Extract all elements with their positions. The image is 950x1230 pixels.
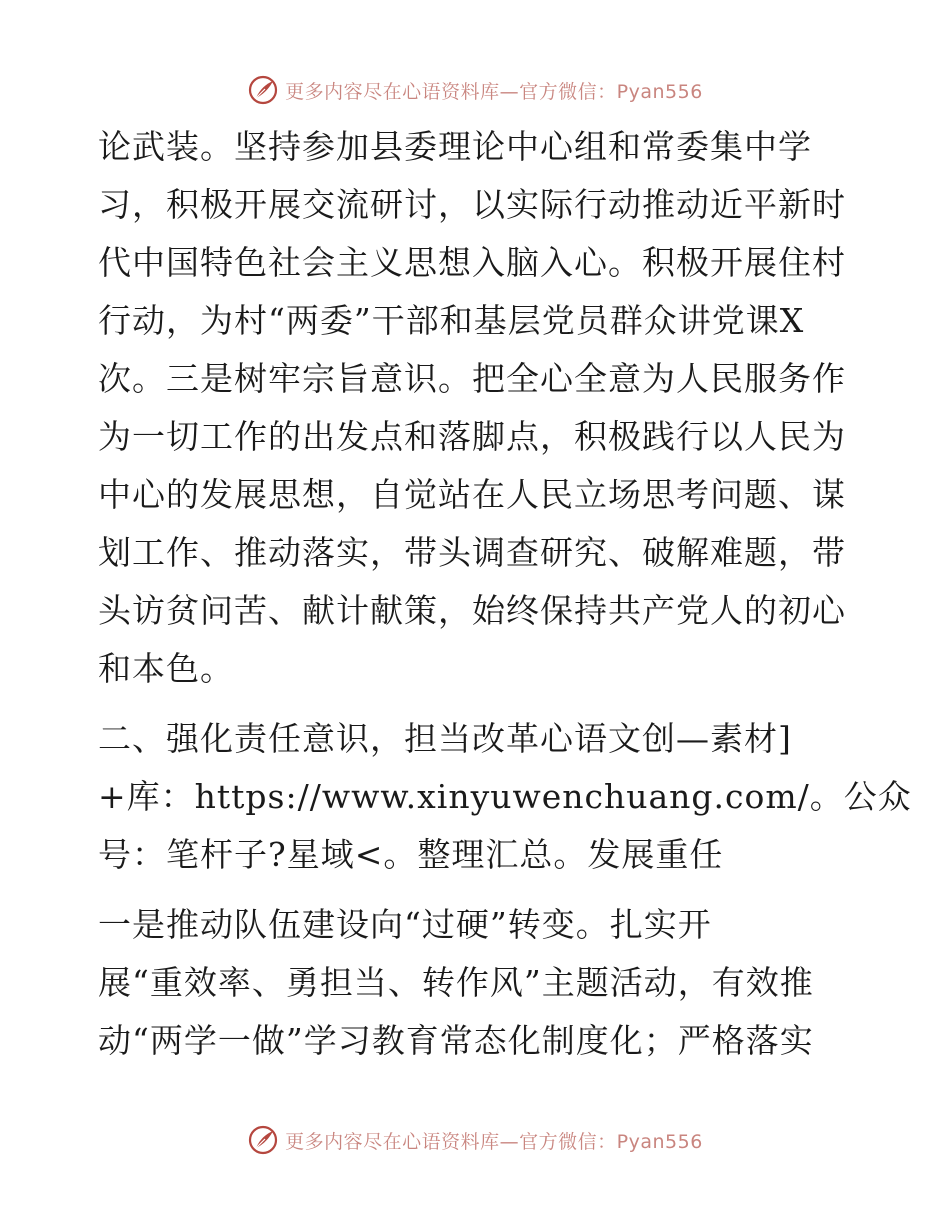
- text-line: 习，积极开展交流研讨，以实际行动推动近平新时: [98, 185, 846, 224]
- paragraph: [98, 118, 858, 698]
- footer-watermark-banner: [0, 1120, 950, 1160]
- text-line: 一是推动队伍建设向“过硬”转变。扎实开: [98, 905, 712, 944]
- feather-pen-icon: [247, 74, 279, 106]
- text-line: 次。三是树牢宗旨意识。把全心全意为人民服务作: [98, 359, 846, 398]
- document-body: [98, 118, 912, 1070]
- text-line: 为一切工作的出发点和落脚点，积极践行以人民为: [98, 417, 846, 456]
- footer-watermark-text: 更多内容尽在心语资料库—官方微信：Pyan556: [285, 1130, 703, 1153]
- text-line: 号：笔杆子?星域<。整理汇总。发展重任: [98, 835, 724, 874]
- header-watermark-banner: [0, 70, 950, 110]
- paragraph: [98, 896, 858, 1070]
- text-line: 头访贫问苦、献计献策，始终保持共产党人的初心: [98, 591, 846, 630]
- text-line: 二、强化责任意识，担当改革心语文创—素材]: [98, 719, 792, 758]
- feather-pen-icon: [247, 1124, 279, 1156]
- text-line: 论武装。坚持参加县委理论中心组和常委集中学: [98, 127, 812, 166]
- header-watermark-text: 更多内容尽在心语资料库—官方微信：Pyan556: [285, 80, 703, 103]
- text-line: 中心的发展思想，自觉站在人民立场思考问题、谋: [98, 475, 846, 514]
- text-line: 行动，为村“两委”干部和基层党员群众讲党课X: [98, 301, 805, 340]
- text-line: +库：https://www.xinyuwenchuang.com/。公众: [98, 777, 912, 816]
- text-line: 动“两学一做”学习教育常态化制度化；严格落实: [98, 1021, 814, 1060]
- text-line: 和本色。: [98, 649, 234, 688]
- text-line: 展“重效率、勇担当、转作风”主题活动，有效推: [98, 963, 814, 1002]
- text-line: 划工作、推动落实，带头调查研究、破解难题，带: [98, 533, 846, 572]
- paragraph: [98, 710, 912, 884]
- text-line: 代中国特色社会主义思想入脑入心。积极开展住村: [98, 243, 846, 282]
